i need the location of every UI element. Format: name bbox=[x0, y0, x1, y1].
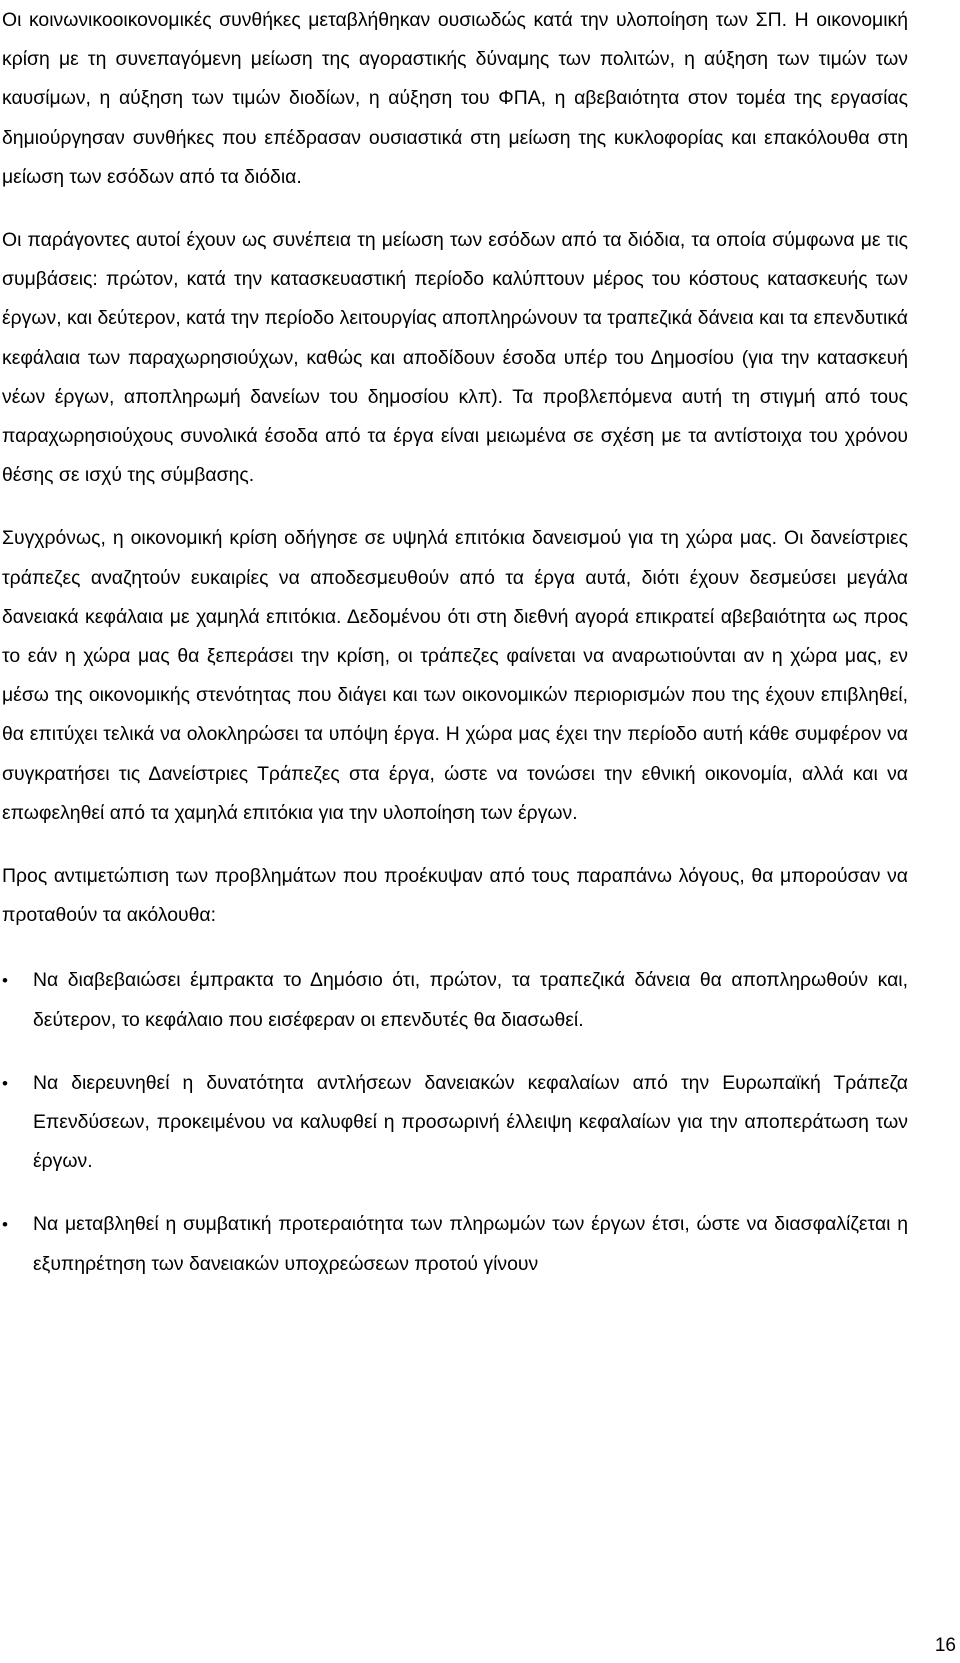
bullet-icon: • bbox=[2, 1215, 8, 1235]
paragraph-proposals-intro: Προς αντιμετώπιση των προβλημάτων που προέκυψαν από τους παραπάνω λόγους, θα μπορούσαν να προταθούν τα ακόλουθα: bbox=[2, 865, 908, 927]
paragraph-economic-conditions: Οι κοινωνικοοικονομικές συνθήκες μεταβλήθηκαν ουσιωδώς κατά την υλοποίηση των ΣΠ. Η οικονομική κρίση με τη συνεπαγόμενη μείωση της αγοραστικής δύναμης των πολιτών, η αύξηση των τιμών των καυσίμων, η αύξηση των τιμών διοδίων, η αύξηση του ΦΠΑ, η αβεβαιότητα στον τομέα της εργασίας δημιούργησαν συνθήκες που επέδρασαν ουσιαστικά στη μείωση της κυκλοφορίας και επακόλουθα στη μείωση των εσόδων από τα διόδια. bbox=[2, 9, 908, 188]
list-item bbox=[2, 1064, 908, 1182]
page-number: 16 bbox=[934, 1635, 956, 1656]
list-item-text: Να μεταβληθεί η συμβατική προτεραιότητα των πληρωμών των έργων έτσι, ώστε να διασφαλίζεται η εξυπηρέτηση των δανειακών υποχρεώσεων προτού γίνουν bbox=[33, 1213, 908, 1275]
list-item bbox=[2, 961, 908, 1039]
bullet-icon: • bbox=[2, 971, 8, 991]
document-body bbox=[2, 0, 908, 1308]
bullet-icon: • bbox=[2, 1073, 8, 1093]
proposals-list bbox=[2, 961, 908, 1283]
paragraph-toll-revenue: Οι παράγοντες αυτοί έχουν ως συνέπεια τη μείωση των εσόδων από τα διόδια, τα οποία σύμφωνα με τις συμβάσεις: πρώτον, κατά την κατασκευαστική περίοδο καλύπτουν μέρος του κόστους κατασκευής των έργων, και δεύτερον, κατά την περίοδο λειτουργίας αποπληρώνουν τα τραπεζικά δάνεια και τα επενδυτικά κεφάλαια των παραχωρησιούχων, καθώς και αποδίδουν έσοδα υπέρ του Δημοσίου (για την κατασκευή νέων έργων, αποπληρωμή δανείων του δημοσίου κλπ). Τα προβλεπόμενα αυτή τη στιγμή από τους παραχωρησιούχους συνολικά έσοδα από τα έργα είναι μειωμένα σε σχέση με τα αντίστοιχα του χρόνου θέσης σε ισχύ της σύμβασης. bbox=[2, 229, 908, 487]
paragraph-interest-rates: Συγχρόνως, η οικονομική κρίση οδήγησε σε υψηλά επιτόκια δανεισμού για τη χώρα μας. Οι δανείστριες τράπεζες αναζητούν ευκαιρίες να αποδεσμευθούν από τα έργα αυτά, διότι έχουν δεσμεύσει μεγάλα δανειακά κεφάλαια με χαμηλά επιτόκια. Δεδομένου ότι στη διεθνή αγορά επικρατεί αβεβαιότητα ως προς το εάν η χώρα μας θα ξεπεράσει την κρίση, οι τράπεζες φαίνεται να αναρωτιούνται αν η χώρα μας, εν μέσω της οικονομικής στενότητας που διάγει και των οικονομικών περιορισμών που της έχουν επιβληθεί, θα επιτύχει τελικά να ολοκληρώσει τα υπόψη έργα. Η χώρα μας έχει την περίοδο αυτή κάθε συμφέρον να συγκρατήσει τις Δανείστριες Τράπεζες στα έργα, ώστε να τονώσει την εθνική οικονομία, αλλά και να επωφεληθεί από τα χαμηλά επιτόκια για την υλοποίηση των έργων. bbox=[2, 527, 908, 824]
list-item bbox=[2, 1205, 908, 1283]
list-item-text: Να διερευνηθεί η δυνατότητα αντλήσεων δανειακών κεφαλαίων από την Ευρωπαϊκή Τράπεζα Επενδύσεων, προκειμένου να καλυφθεί η προσωρινή έλλειψη κεφαλαίων για την αποπεράτωση των έργων. bbox=[33, 1071, 908, 1173]
list-item-text: Να διαβεβαιώσει έμπρακτα το Δημόσιο ότι, πρώτον, τα τραπεζικά δάνεια θα αποπληρωθούν και, δεύτερον, το κεφάλαιο που εισέφεραν οι επενδυτές θα διασωθεί. bbox=[33, 969, 908, 1031]
